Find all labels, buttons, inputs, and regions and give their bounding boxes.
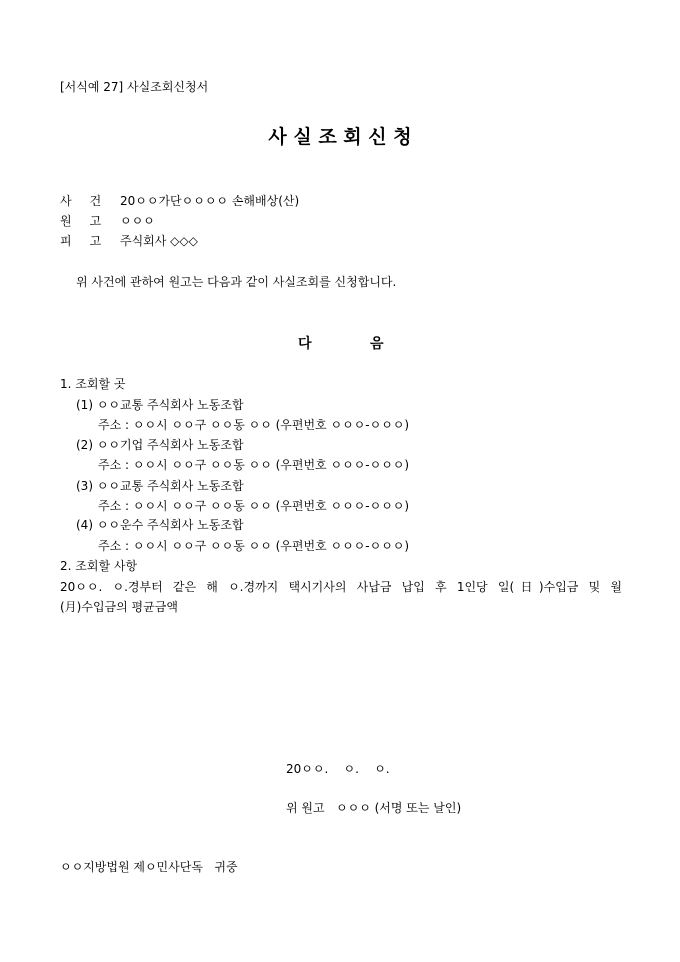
party-label-a: 원 xyxy=(60,214,72,228)
party-value: 주식회사 ◇◇◇ xyxy=(120,234,198,248)
heading-char-b: 음 xyxy=(370,336,384,352)
target-name: (1) ㅇㅇ교통 주식회사 노동조합 xyxy=(76,398,244,412)
target-name: (3) ㅇㅇ교통 주식회사 노동조합 xyxy=(76,479,244,493)
intro-paragraph: 위 사건에 관하여 원고는 다음과 같이 사실조회를 신청합니다. xyxy=(76,275,397,289)
filing-date: 20ㅇㅇ. ㅇ. ㅇ. xyxy=(286,762,390,776)
target-address: 주소 : ㅇㅇ시 ㅇㅇ구 ㅇㅇ동 ㅇㅇ (우편번호 ㅇㅇㅇ-ㅇㅇㅇ) xyxy=(98,458,410,472)
heading-char-a: 다 xyxy=(298,336,312,352)
court-addressee: ㅇㅇ지방법원 제ㅇ민사단독 귀중 xyxy=(60,860,238,874)
party-value: ㅇㅇㅇ xyxy=(120,214,155,228)
party-row-defendant xyxy=(60,234,198,248)
party-label-b: 건 xyxy=(89,194,102,208)
target-address: 주소 : ㅇㅇ시 ㅇㅇ구 ㅇㅇ동 ㅇㅇ (우편번호 ㅇㅇㅇ-ㅇㅇㅇ) xyxy=(98,418,410,432)
target-address: 주소 : ㅇㅇ시 ㅇㅇ구 ㅇㅇ동 ㅇㅇ (우편번호 ㅇㅇㅇ-ㅇㅇㅇ) xyxy=(98,539,410,553)
party-row-plaintiff xyxy=(60,214,155,228)
party-label-b: 고 xyxy=(89,214,102,228)
section1-title: 1. 조회할 곳 xyxy=(60,377,126,391)
party-row-case xyxy=(60,194,299,208)
section2-title: 2. 조회할 사항 xyxy=(60,559,138,573)
inquiry-line-2: (月)수입금의 평균금액 xyxy=(60,600,178,614)
party-value: 20ㅇㅇ가단ㅇㅇㅇㅇ 손해배상(산) xyxy=(120,194,300,208)
target-name: (2) ㅇㅇ기업 주식회사 노동조합 xyxy=(76,438,244,452)
party-label-a: 피 xyxy=(60,234,72,248)
target-name: (4) ㅇㅇ운수 주식회사 노동조합 xyxy=(76,518,244,532)
party-label-b: 고 xyxy=(89,234,102,248)
target-address: 주소 : ㅇㅇ시 ㅇㅇ구 ㅇㅇ동 ㅇㅇ (우편번호 ㅇㅇㅇ-ㅇㅇㅇ) xyxy=(98,499,410,513)
party-label-a: 사 xyxy=(60,194,72,208)
form-label: [서식예 27] 사실조회신청서 xyxy=(60,80,209,94)
document-title: 사 실 조 회 신 청 xyxy=(268,126,412,148)
plaintiff-signature: 위 원고 ㅇㅇㅇ (서명 또는 날인) xyxy=(286,801,462,815)
inquiry-line-1: 20ㅇㅇ. ㅇ.경부터 같은 해 ㅇ.경까지 택시기사의 사납금 납입 후 1인당 일(日)수입금 및 월 xyxy=(60,580,622,594)
